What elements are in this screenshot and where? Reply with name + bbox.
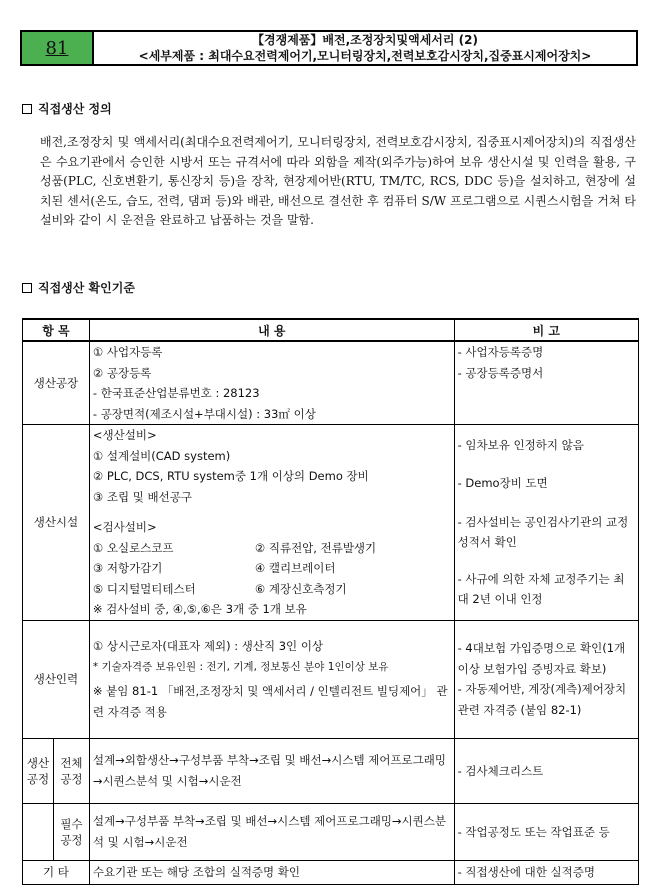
section-criteria-heading: 직접생산 확인기준 <box>22 279 135 296</box>
header-content: 내 용 <box>89 319 454 341</box>
remark-staff: - 4대보험 가입증명으로 확인(1개 이상 보험가입 증빙자료 확보) - 자동제어반, 계장(계측)제어장치 관련 자격증 (붙임 82-1) <box>454 620 638 738</box>
header-title-line2: <세부제품 : 최대수요전력제어기,모니터링장치,전력보호감시장치,집중표시제어장치> <box>138 49 592 63</box>
label-process-required: 필수 공정 <box>60 816 83 847</box>
remark-facility: - 임차보유 인정하지 않음 - Demo장비 도면 - 검사설비는 공인검사기관의 교정성적서 확인 - 사규에 의한 자체 교정주기는 최대 2년 이내 인정 <box>454 425 638 621</box>
content-process-required: 설계→구성부품 부착→조립 및 배선→시스템 제어프로그래밍→시퀀스분석 및 시험→시운전 <box>89 803 454 860</box>
content-process-full: 설계→외함생산→구성부품 부착→조립 및 배선→시스템 제어프로그래밍→시퀀스분석 및 시험→시운전 <box>89 738 454 803</box>
content-facility: <생산설비> ① 설계설비(CAD system) ② PLC, DCS, RTU system중 1개 이상의 Demo 장비 ③ 조립 및 배선공구 <검사설비> ① 오실로스코프 ② 직류전압, 전류발생기 ③ 저항가감기 ④ 캘리브레이터 ⑤ 디지털멀티테스터 ⑥ 계장신호측정기 ※ 검사설비 중, ④,⑤,⑥은 3개 중 1개 보유 <box>89 425 454 621</box>
square-bullet-icon <box>22 104 32 114</box>
header-title <box>94 32 636 64</box>
section-definition-heading: 직접생산 정의 <box>22 100 112 117</box>
label-etc: 기 타 <box>23 860 90 884</box>
inspection-pair: ③ 저항가감기 ④ 캘리브레이터 <box>92 561 336 575</box>
label-process: 생산 공정 <box>23 739 54 803</box>
inspection-pair: ① 오실로스코프 ② 직류전압, 전류발생기 <box>92 540 377 555</box>
table-row-etc <box>23 860 639 884</box>
inspection-pair: ⑤ 디지털멀티테스터 ⑥ 계장신호측정기 <box>92 581 347 596</box>
remark-etc: - 직접생산에 대한 실적증명 <box>454 860 638 884</box>
table-row-factory <box>23 341 639 425</box>
label-staff: 생산인력 <box>23 620 90 738</box>
header-remark: 비 고 <box>454 319 638 341</box>
remark-process-required: - 작업공정도 또는 작업표준 등 <box>454 803 638 860</box>
table-header-row <box>23 319 639 341</box>
item-number: 81 <box>22 32 94 64</box>
process-req-cell <box>23 803 90 860</box>
criteria-table <box>22 318 639 885</box>
process-cell <box>23 738 90 803</box>
definition-paragraph: 배전,조정장치 및 액세서리(최대수요전력제어기, 모니터링장치, 전력보호감시장치, 집중표시제어장치)의 직접생산은 수요기관에서 승인한 시방서 또는 규격서에 따라 외함을 제작(외주가능)하여 보유 생산시설 및 인력을 활용, 구성품(PLC, 신호변환기, 통신장치 등)을 장착, 현장제어반(RTU, TM/TC, RCS, DDC 등)을 설치하고, 현장에 설치된 센서(온도, 습도, 전력, 댐퍼 등)와 배관, 배선으로 결선한 후 컴퓨터 S/W 프로그램으로 시퀀스시험을 거쳐 타 설비와 같이 시 운전을 완료하고 납품하는 것을 말함. <box>40 135 636 227</box>
table-row-process-full <box>23 738 639 803</box>
header-box <box>20 30 638 66</box>
label-process-full: 전체 공정 <box>60 755 83 786</box>
content-etc: 수요기관 또는 해당 조합의 실적증명 확인 <box>89 860 454 884</box>
table-row-process-required <box>23 803 639 860</box>
remark-factory: - 사업자등록증명 - 공장등록증명서 <box>454 341 638 425</box>
table-row-staff <box>23 620 639 738</box>
header-item: 항 목 <box>23 319 90 341</box>
label-facility: 생산시설 <box>23 425 90 621</box>
square-bullet-icon <box>22 283 32 293</box>
remark-process-full: - 검사체크리스트 <box>454 738 638 803</box>
table-row-facility <box>23 425 639 621</box>
content-staff: ① 상시근로자(대표자 제외) : 생산직 3인 이상 * 기술자격증 보유인원 : 전기, 기계, 정보통신 분야 1인이상 보유 ※ 붙임 81-1 「배전,조정장치 및 액세서리 / 인텔리전트 빌딩제어」 관련 자격증 적용 <box>89 620 454 738</box>
content-factory: ① 사업자등록 ② 공장등록 - 한국표준산업분류번호 : 28123 - 공장면적(제조시설+부대시설) : 33㎡ 이상 <box>89 341 454 425</box>
header-title-line1: 【경쟁제품】배전,조정장치및액세서리 (2) <box>252 33 478 47</box>
label-factory: 생산공장 <box>23 341 90 425</box>
